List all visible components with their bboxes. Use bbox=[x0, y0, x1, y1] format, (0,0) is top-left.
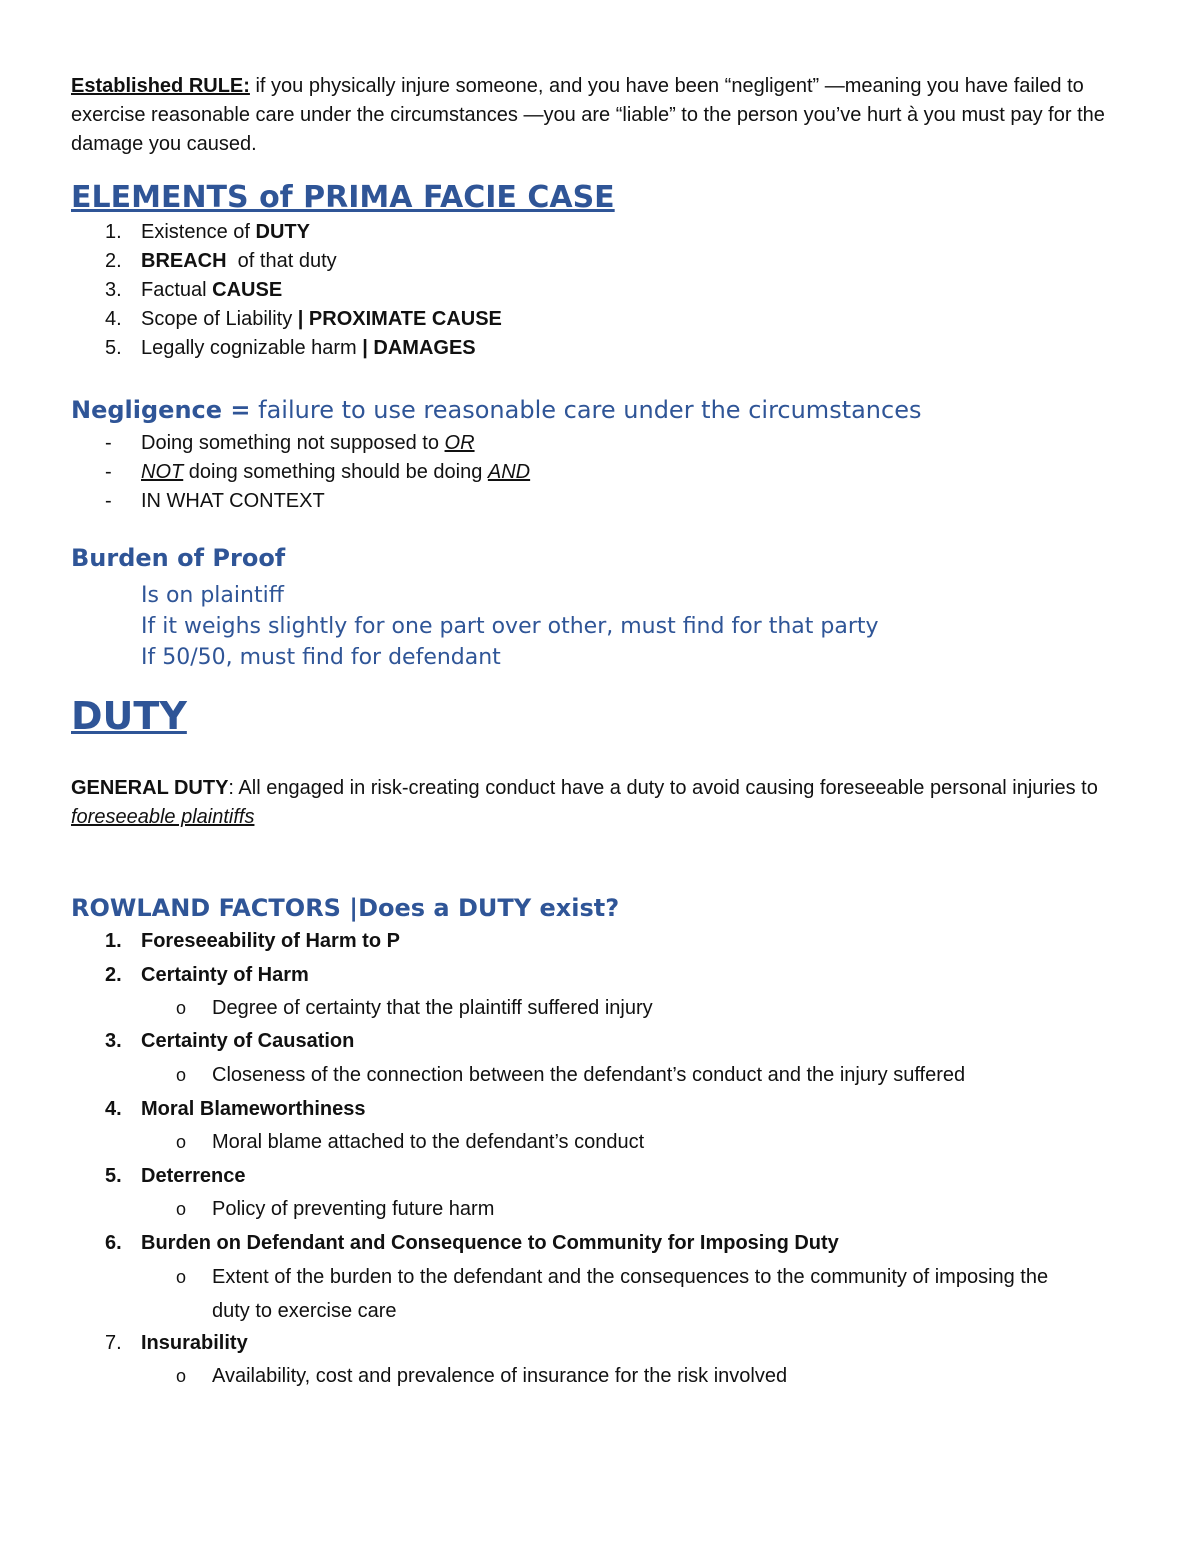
burden-line: If it weighs slightly for one part over other, must find for that party bbox=[141, 614, 879, 639]
elements-heading: ELEMENTS of PRIMA FACIE CASE bbox=[71, 180, 615, 215]
rowland-heading: ROWLAND FACTORS |Does a DUTY exist? bbox=[71, 894, 620, 922]
burden-heading: Burden of Proof bbox=[71, 544, 286, 572]
duty-heading: DUTY bbox=[71, 694, 187, 738]
burden-line: If 50/50, must find for defendant bbox=[141, 645, 501, 670]
general-duty-paragraph: GENERAL DUTY: All engaged in risk-creating conduct have a duty to avoid causing foreseeable personal injuries to foreseeable plaintiffs bbox=[71, 777, 1098, 828]
established-rule-paragraph bbox=[71, 72, 1131, 159]
rule-text: if you physically injure someone, and you have been “negligent” —meaning you have failed to exercise reasonable care under the circumstances —you are “liable” to the person you’ve hurt à you must pay for the damage you caused. bbox=[71, 75, 1105, 155]
negligence-heading: Negligence = failure to use reasonable care under the circumstances bbox=[71, 396, 922, 424]
rule-label: Established RULE: bbox=[71, 75, 250, 97]
burden-line: Is on plaintiff bbox=[141, 583, 284, 608]
document-page: Established RULE: if you physically injure someone, and you have been “negligent” —meaning you have failed to exercise reasonable care under the circumstances —you are “liable” to the person you’ve hurt à you must pay for the damage you caused. ELEMENTS of PRIMA FACIE CASE 1. Existence of DUTY 2. BREACH of that duty 3. Factual CAUSE 4. Scope of Liability | PROXIMATE CAUSE 5. Legally cognizable harm | DAMAGES Negligence = failure to use reasonable care under the circumstances - Doing something not supposed to OR - NOT doing something should be doing AND - IN WHAT CONTEXT Burden of Proof Is on plaintiff If it weighs slightly for one part over other, must find for that party If 50/50, must find for defendant DUTY GENERAL DUTY: All engaged in risk-creating conduct have a duty to avoid causing foreseeable personal injuries to foreseeable plaintiffs ROWLAND FACTORS |Does a DUTY exist? 1. Foreseeability of Harm to P 2. Certainty of Harm o Degree of certainty that the plaintiff suffered injury 3. Certainty of Causation o Closeness of the connection between the defendant’s conduct and the injury suffered 4. Moral Blameworthiness o Moral blame attached to the defendant’s conduct 5. Deterrence o Policy of preventing future harm 6. Burden on Defendant and Consequence to Community for Imposing Duty o Extent of the burden to the defendant and the consequences to the community of imposing the duty to exercise care 7. Insurability o Availability, cost and prevalence of insurance for the risk involved bbox=[0, 0, 1200, 1553]
